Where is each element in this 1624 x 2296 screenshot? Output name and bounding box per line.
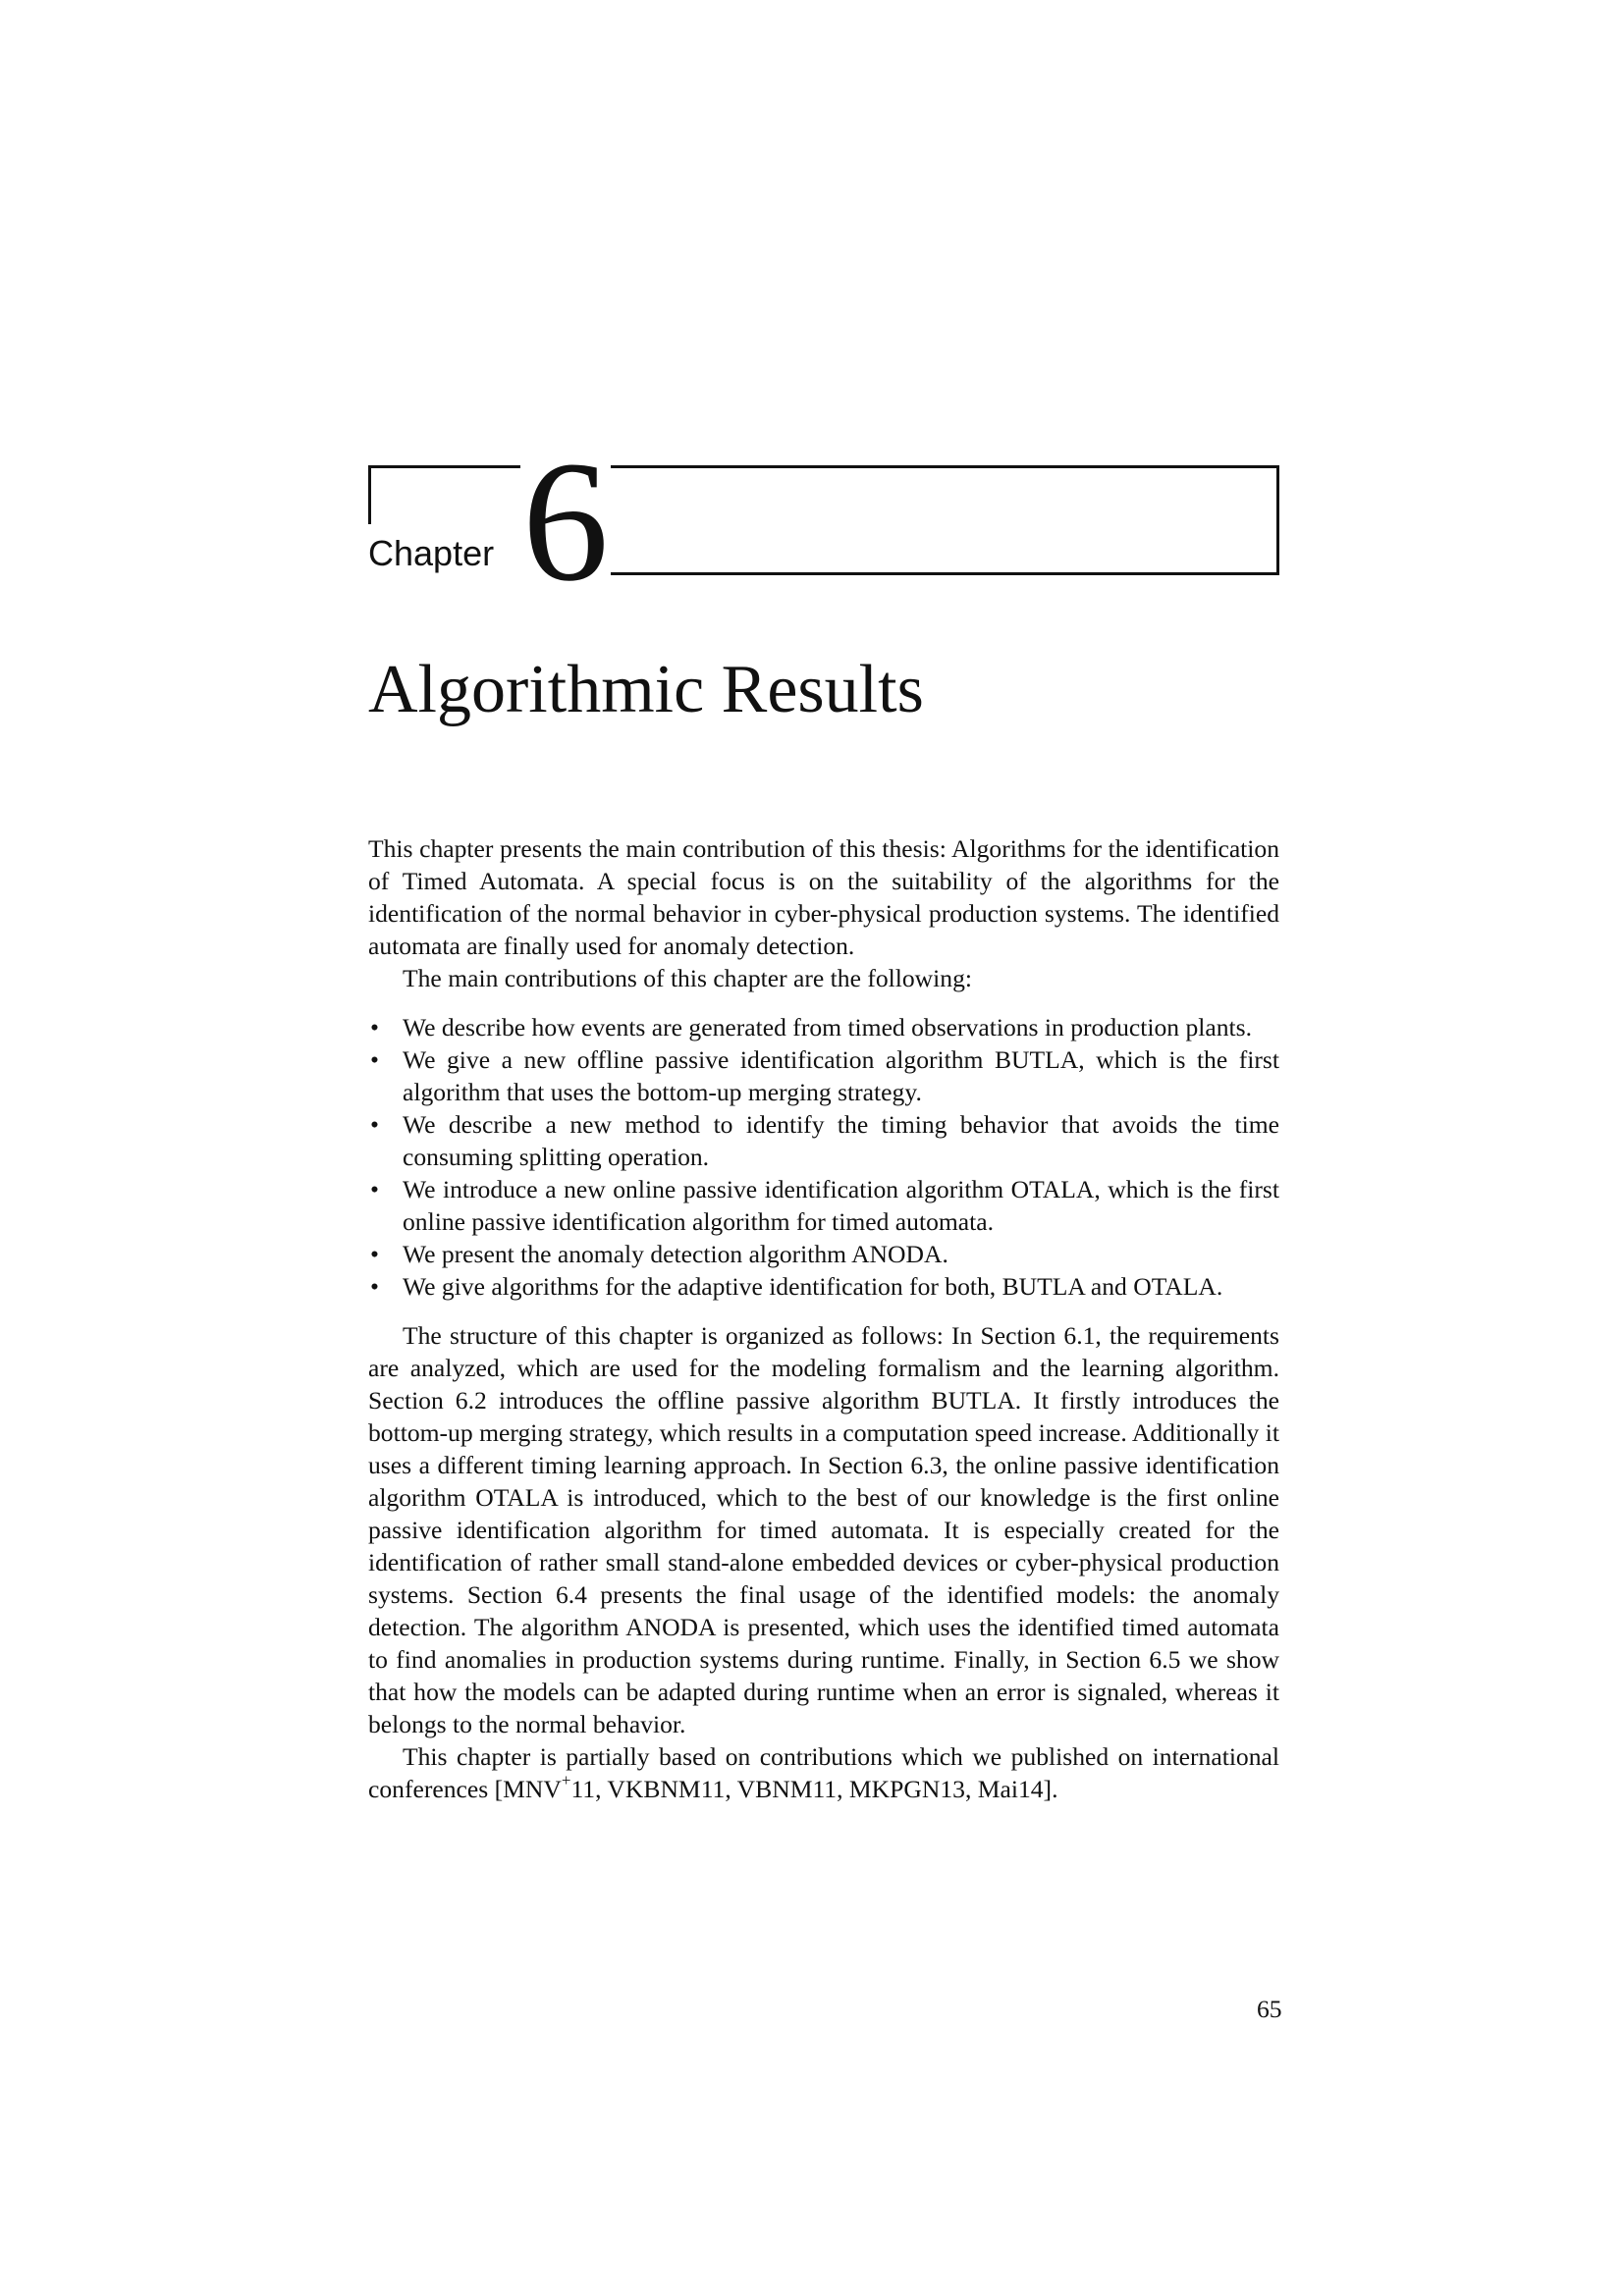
bullet-icon: •	[370, 1045, 379, 1074]
bullet-icon: •	[370, 1013, 379, 1041]
chapter-frame-left-rule	[368, 465, 371, 524]
page-number: 65	[1257, 1995, 1282, 2023]
superscript-plus: +	[561, 1771, 571, 1790]
chapter-title: Algorithmic Results	[368, 652, 924, 727]
chapter-body	[368, 832, 1279, 1805]
structure-paragraph: The structure of this chapter is organized as follows: In Section 6.1, the requirements are analyzed, which are used for the modeling formalism and the learning algorithm. Section 6.2 introduces the offline passive algorithm BUTLA. It firstly introduces the bottom-up merging strategy, which results in a computation speed increase. Additionally it uses a different timing learning approach. In Section 6.3, the online passive identification algorithm OTALA is introduced, which to the best of our knowledge is the first online passive identification algorithm for timed automata. It is especially created for the identification of rather small stand-alone embedded devices or cyber-physical production systems. Section 6.4 presents the final usage of the identified models: the anomaly detection. The algorithm ANODA is presented, which uses the identified timed automata to find anomalies in production systems during runtime. Finally, in Section 6.5 we show that how the models can be adapted during runtime when an error is signaled, whereas it belongs to the normal behavior.	[368, 1321, 1279, 1738]
bullet-icon: •	[370, 1272, 379, 1301]
bullet-icon: •	[370, 1240, 379, 1268]
bullet-icon: •	[370, 1110, 379, 1139]
list-item: • We give a new offline passive identification algorithm BUTLA, which is the first algorithm that uses the bottom-up merging strategy.	[370, 1045, 1279, 1106]
list-item: • We present the anomaly detection algorithm ANODA.	[370, 1240, 948, 1268]
list-item: • We describe a new method to identify the timing behavior that avoids the time consuming splitting operation.	[370, 1110, 1279, 1171]
list-item: • We describe how events are generated from timed observations in production plants.	[370, 1013, 1253, 1041]
chapter-frame-right-rule	[1276, 465, 1279, 575]
contributions-lead-paragraph: The main contributions of this chapter are the following:	[403, 964, 972, 992]
chapter-frame-top-right-rule	[611, 465, 1279, 468]
chapter-label: Chapter	[368, 533, 495, 573]
chapter-frame-bottom-rule	[611, 572, 1279, 575]
chapter-header	[368, 426, 1279, 617]
chapter-frame-top-left-rule	[368, 465, 520, 468]
list-item: • We introduce a new online passive identification algorithm OTALA, which is the first online passive identification algorithm for timed automata.	[370, 1175, 1279, 1236]
intro-paragraph: This chapter presents the main contribution of this thesis: Algorithms for the identification of Timed Automata. A special focus is on the suitability of the algorithms for the identification of the normal behavior in cyber-physical production systems. The identified automata are finally used for anomaly detection.	[368, 834, 1279, 960]
contributions-list	[368, 1011, 1279, 1303]
chapter-number: 6	[522, 426, 609, 617]
publications-paragraph: This chapter is partially based on contributions which we published on international conferences [MNV+11, VKBNM11, VBNM11, MKPGN13, Mai14].	[368, 1742, 1279, 1803]
list-item: • We give algorithms for the adaptive identification for both, BUTLA and OTALA.	[370, 1272, 1223, 1301]
bullet-icon: •	[370, 1175, 379, 1203]
